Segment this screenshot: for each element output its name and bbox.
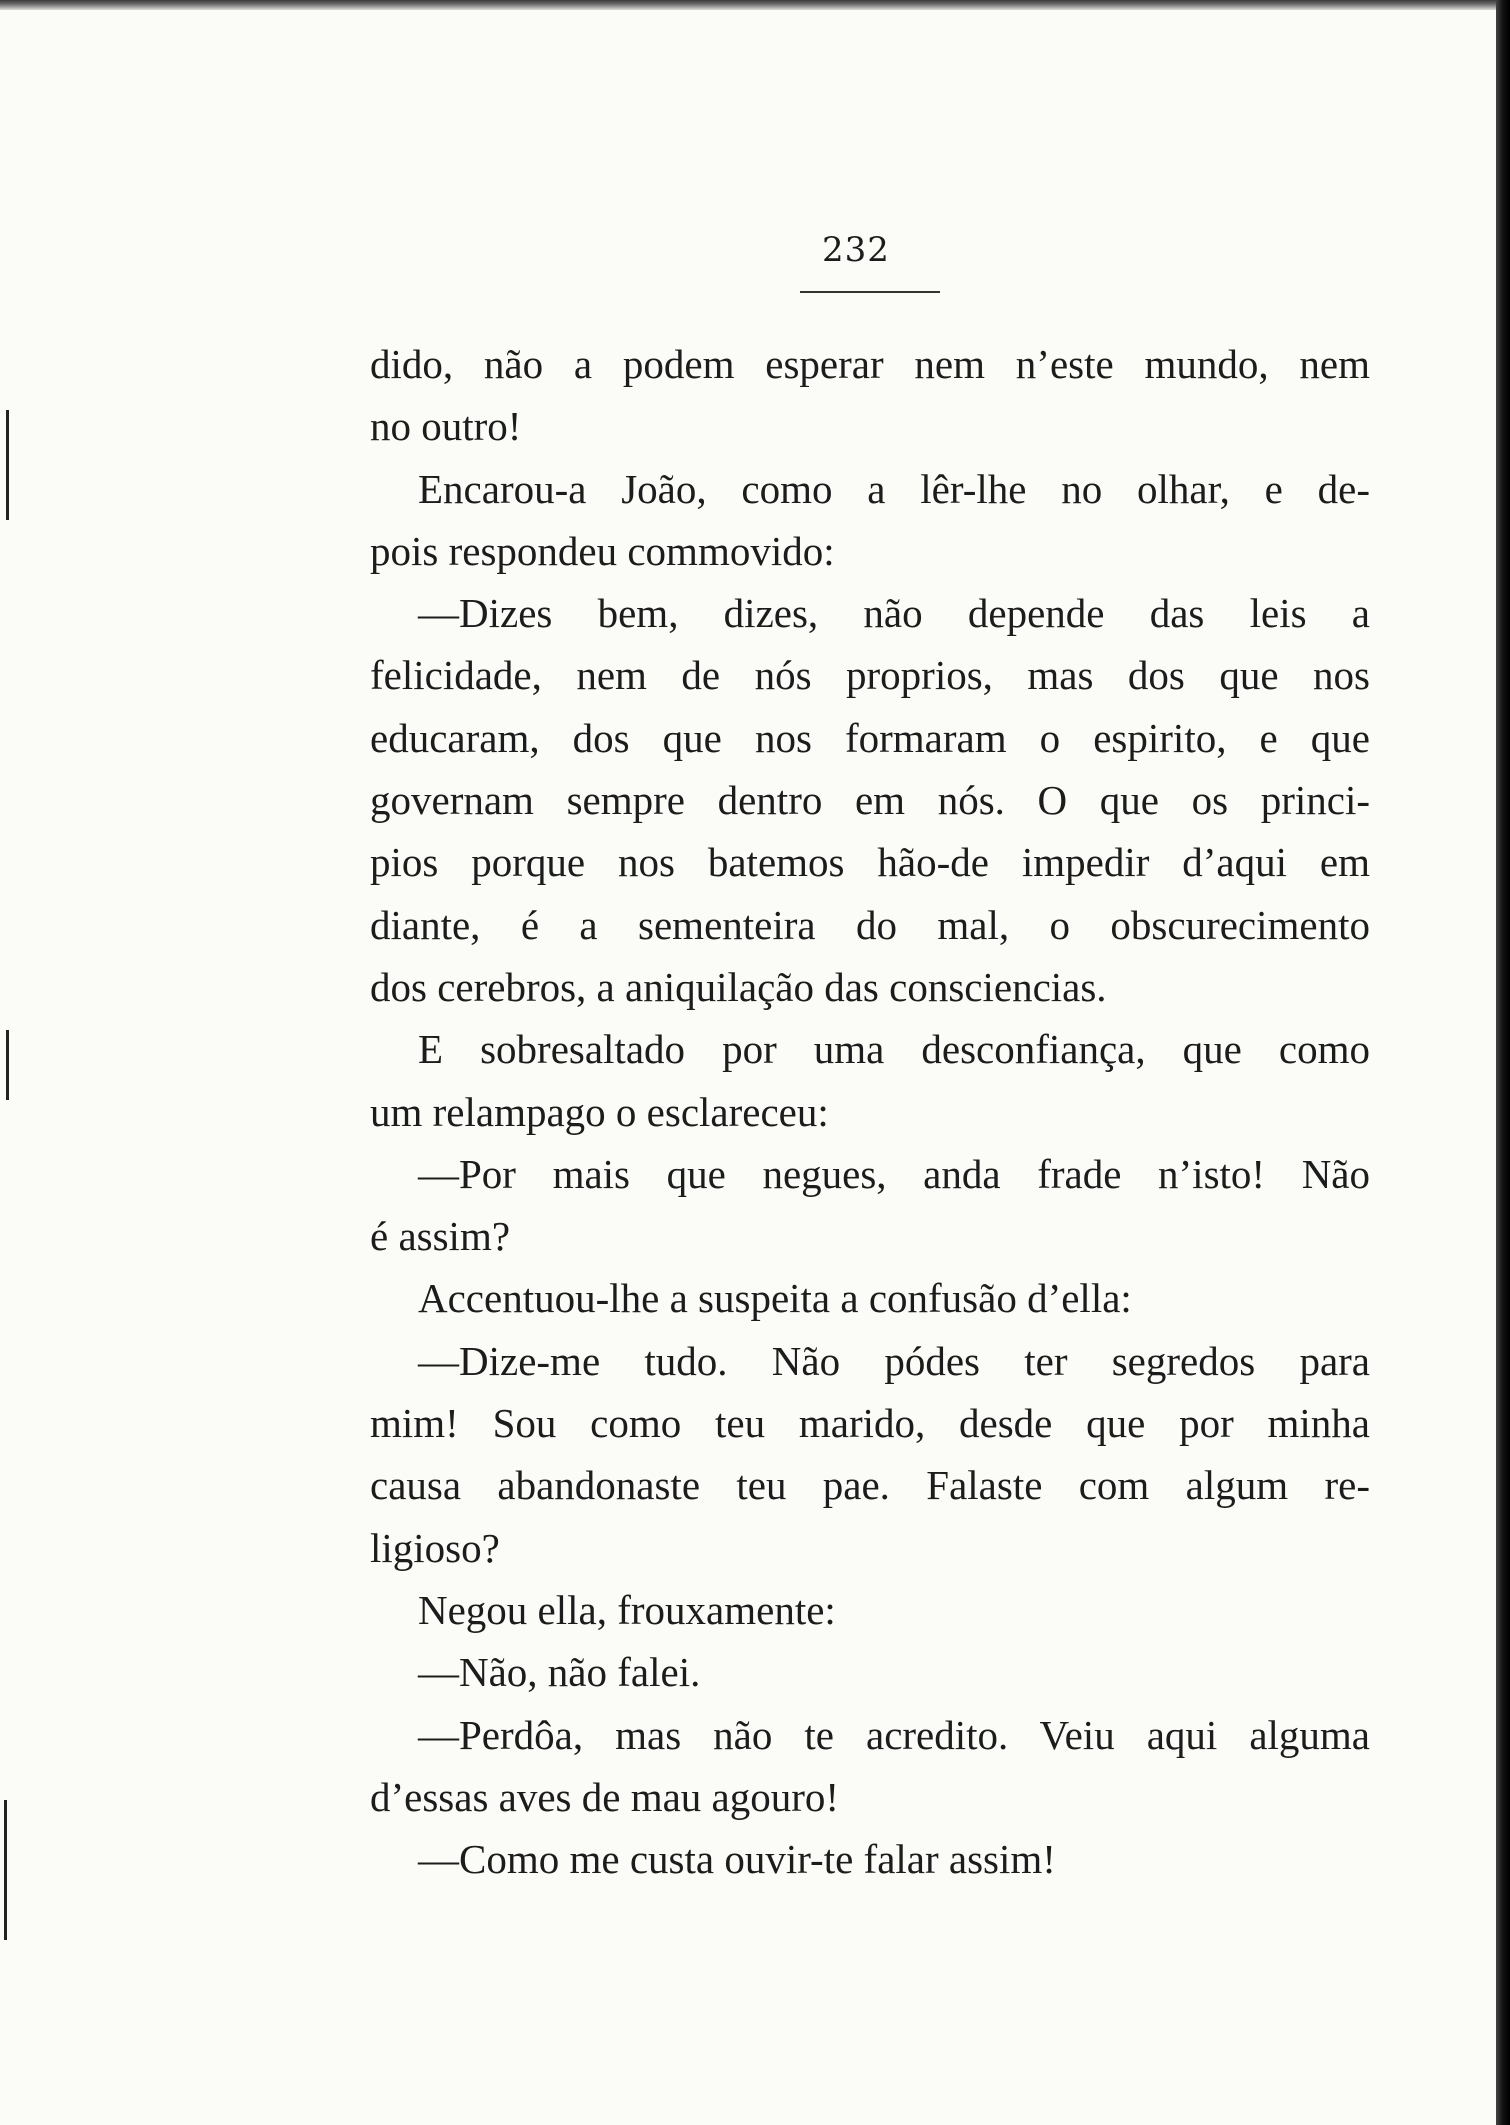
text-line: —Dize-me tudo. Não pódes ter segredos para [418,1337,1370,1384]
scan-left-mark [6,1030,9,1100]
text-line: mim! Sou como teu marido, desde que por minha [370,1400,1370,1447]
text-line: causa abandonaste teu pae. Falaste com algum re- [370,1462,1370,1509]
text-line: —Perdôa, mas não te acredito. Veiu aqui alguma [418,1711,1370,1758]
scan-top-edge [0,0,1510,10]
text-line: pios porque nos batemos hão-de impedir d’aqui em [370,839,1370,886]
text-line: —Dizes bem, dizes, não depende das leis a [418,590,1370,637]
text-line: E sobresaltado por uma desconfiança, que como [418,1026,1370,1073]
scan-left-mark [4,1800,7,1940]
text-line: pois respondeu commovido: [370,527,835,574]
text-line: —Por mais que negues, anda frade n’isto! Não [418,1150,1370,1197]
text-line: Encarou-a João, como a lêr-lhe no olhar, e de- [418,465,1370,512]
text-line: dos cerebros, a aniquilação das consciencias. [370,963,1107,1010]
text-line: no outro! [370,403,522,450]
scan-left-mark [6,410,9,520]
text-line: —Não, não falei. [418,1649,701,1696]
header-rule [800,291,940,293]
text-line: governam sempre dentro em nós. O que os princi- [370,777,1370,824]
body-text [370,333,1370,1890]
page-number: 232 [822,230,890,270]
text-line: —Como me custa ouvir-te falar assim! [418,1836,1056,1883]
text-line: um relampago o esclareceu: [370,1088,829,1135]
text-line: diante, é a sementeira do mal, o obscurecimento [370,901,1370,948]
text-line: d’essas aves de mau agouro! [370,1773,840,1820]
text-line: felicidade, nem de nós proprios, mas dos que nos [370,652,1370,699]
text-line: é assim? [370,1213,511,1260]
text-line: Accentuou-lhe a suspeita a confusão d’ella: [418,1275,1132,1322]
text-line: Negou ella, frouxamente: [418,1586,836,1633]
scan-right-edge [1496,0,1510,2125]
text-line: educaram, dos que nos formaram o espirito, e que [370,714,1370,761]
text-line: ligioso? [370,1524,500,1571]
text-line: dido, não a podem esperar nem n’este mundo, nem [370,341,1370,387]
